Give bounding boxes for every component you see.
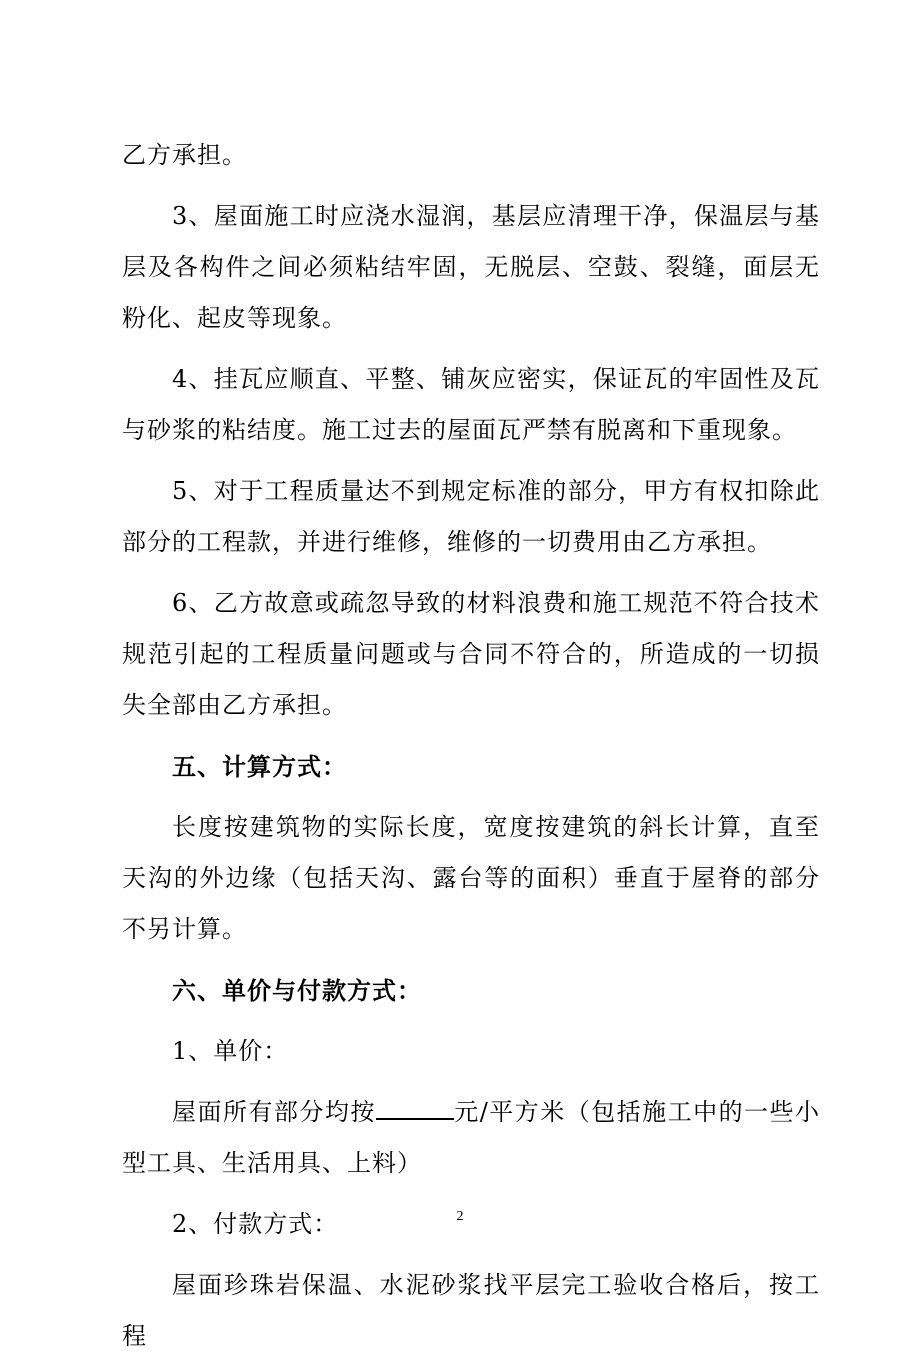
paragraph-clause-5: 5、对于工程质量达不到规定标准的部分，甲方有权扣除此部分的工程款，并进行维修，维修的一切费用由乙方承担。: [122, 477, 820, 556]
price-text-after: 元/平方米（包括施工中的一些小型工具、生活用具、上料）: [122, 1098, 820, 1177]
paragraph-clause-3: 3、屋面施工时应浇水湿润，基层应清理干净，保温层与基层及各构件之间必须粘结牢固，无脱层、空鼓、裂缝，面层无粉化、起皮等现象。: [122, 202, 820, 332]
price-text-before: 屋面所有部分均按: [172, 1098, 376, 1126]
paragraph-unit-price: [122, 1087, 820, 1189]
paragraph-clause-4: 4、挂瓦应顺直、平整、铺灰应密实，保证瓦的牢固性及瓦与砂浆的粘结度。施工过去的屋面瓦严禁有脱离和下重现象。: [122, 365, 820, 444]
paragraph-payment: 屋面珍珠岩保温、水泥砂浆找平层完工验收合格后，按工程: [122, 1271, 820, 1350]
price-blank-line: [376, 1096, 454, 1120]
paragraph-clause-6: 6、乙方故意或疏忽导致的材料浪费和施工规范不符合技术规范引起的工程质量问题或与合同不符合的，所造成的一切损失全部由乙方承担。: [122, 589, 820, 719]
page-number: 2: [456, 1209, 464, 1224]
subheading-unit-price: 1、单价：: [172, 1037, 289, 1065]
paragraph-continuation: 乙方承担。: [122, 141, 247, 169]
paragraph-calculation: 长度按建筑物的实际长度，宽度按建筑的斜长计算，直至天沟的外边缘（包括天沟、露台等的面积）垂直于屋脊的部分不另计算。: [122, 813, 820, 943]
section-heading-price-payment: 六、单价与付款方式：: [172, 976, 422, 1005]
section-heading-calculation: 五、计算方式：: [172, 752, 347, 781]
document-body: [122, 130, 820, 1372]
subheading-payment-method: 2、付款方式：: [172, 1210, 339, 1238]
